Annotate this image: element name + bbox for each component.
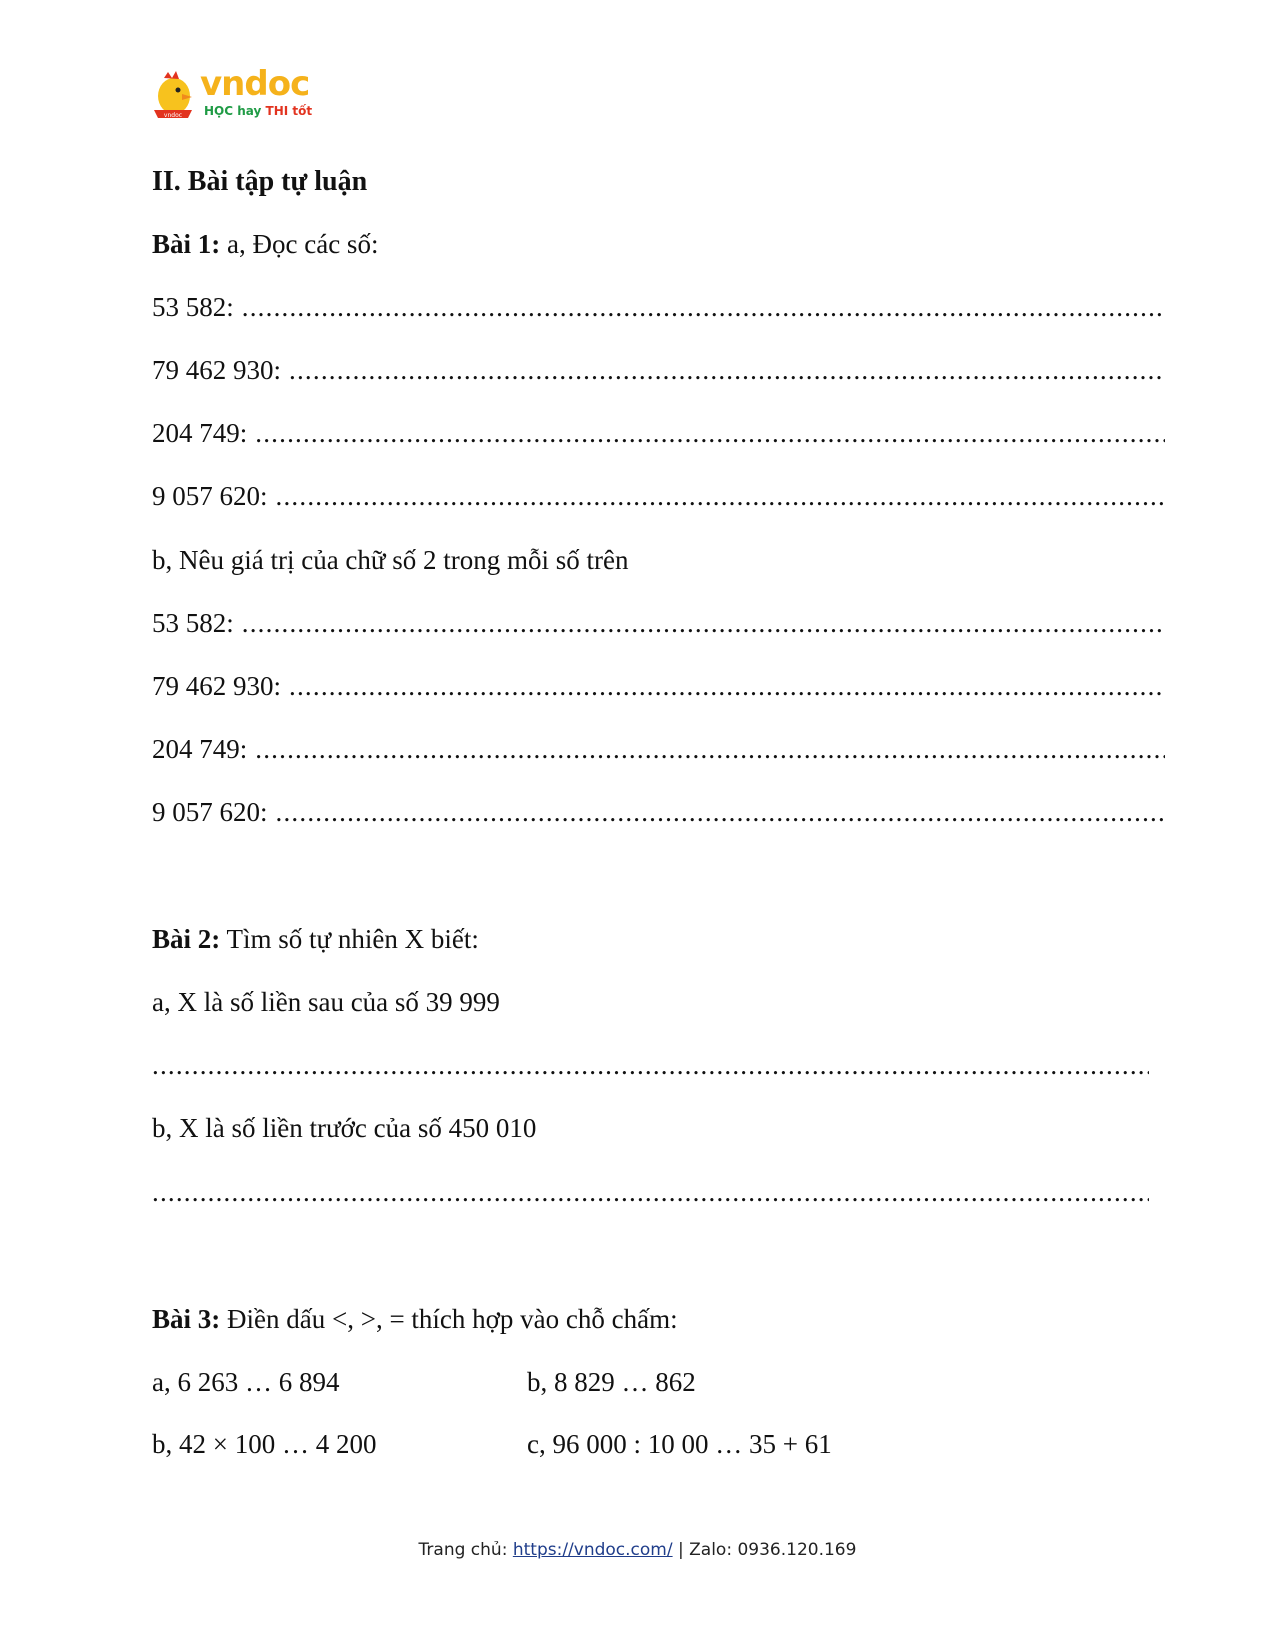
bai1a-row-1[interactable] xyxy=(152,291,1165,323)
footer-home-link[interactable]: https://vndoc.com/ xyxy=(512,1540,673,1560)
bai2-prompt: Tìm số tự nhiên X biết: xyxy=(226,924,479,954)
bai3-item-b2: b, 42 × 100 … 4 200 xyxy=(152,1429,377,1459)
bai1-label: Bài 1: xyxy=(152,229,221,259)
bai2a-answer-blank[interactable] xyxy=(152,1049,1149,1081)
logo-tagline: HỌC hay THI tốt xyxy=(204,104,313,118)
number-label: 53 582: xyxy=(152,292,234,322)
number-label: 204 749: xyxy=(152,734,248,764)
bai1b-row-2[interactable] xyxy=(152,670,1165,702)
answer-blank[interactable] xyxy=(276,480,1165,512)
svg-text:vndoc: vndoc xyxy=(163,112,183,119)
bai1b-row-3[interactable] xyxy=(152,733,1165,765)
bai2-part-b: b, X là số liền trước của số 450 010 xyxy=(152,1113,537,1143)
section-title: II. Bài tập tự luận xyxy=(152,166,368,197)
bai2-label: Bài 2: xyxy=(152,924,221,954)
bai2-part-a: a, X là số liền sau của số 39 999 xyxy=(152,987,500,1017)
answer-blank[interactable] xyxy=(242,607,1165,639)
bai3-heading xyxy=(152,1303,678,1335)
number-label: 79 462 930: xyxy=(152,671,282,701)
number-label: 9 057 620: xyxy=(152,481,268,511)
bai1-part-a: a, Đọc các số: xyxy=(227,229,379,259)
bai1b-row-4[interactable] xyxy=(152,796,1165,828)
footer-separator: | xyxy=(672,1540,690,1560)
answer-blank[interactable] xyxy=(276,796,1165,828)
number-label: 204 749: xyxy=(152,418,248,448)
answer-blank[interactable] xyxy=(289,670,1165,702)
number-label: 79 462 930: xyxy=(152,355,282,385)
bai1-part-b: b, Nêu giá trị của chữ số 2 trong mỗi số trên xyxy=(152,545,629,575)
bai3-prompt: Điền dấu <, >, = thích hợp vào chỗ chấm: xyxy=(227,1304,678,1334)
bai3-label: Bài 3: xyxy=(152,1304,221,1334)
bai1-heading xyxy=(152,228,378,260)
answer-blank[interactable] xyxy=(255,733,1165,765)
logo-wordmark: vndoc xyxy=(200,64,310,104)
answer-blank[interactable] xyxy=(255,417,1165,449)
chicken-mascot-icon xyxy=(150,70,196,122)
bai3-item-b1: b, 8 829 … 862 xyxy=(527,1367,696,1397)
bai1a-row-4[interactable] xyxy=(152,480,1165,512)
bai1a-row-3[interactable] xyxy=(152,417,1165,449)
number-label: 9 057 620: xyxy=(152,797,268,827)
bai1a-row-2[interactable] xyxy=(152,354,1165,386)
answer-blank[interactable] xyxy=(289,354,1165,386)
page-footer xyxy=(0,1540,1275,1560)
bai2b-answer-blank[interactable] xyxy=(152,1176,1149,1208)
bai3-item-a: a, 6 263 … 6 894 xyxy=(152,1367,340,1397)
number-label: 53 582: xyxy=(152,608,234,638)
answer-blank[interactable] xyxy=(242,291,1165,323)
bai2-heading xyxy=(152,923,479,955)
vndoc-logo xyxy=(150,66,320,128)
footer-zalo: Zalo: 0936.120.169 xyxy=(689,1540,857,1560)
footer-home-label: Trang chủ: xyxy=(418,1540,513,1560)
bai1b-row-1[interactable] xyxy=(152,607,1165,639)
bai3-item-c: c, 96 000 : 10 00 … 35 + 61 xyxy=(527,1429,832,1459)
